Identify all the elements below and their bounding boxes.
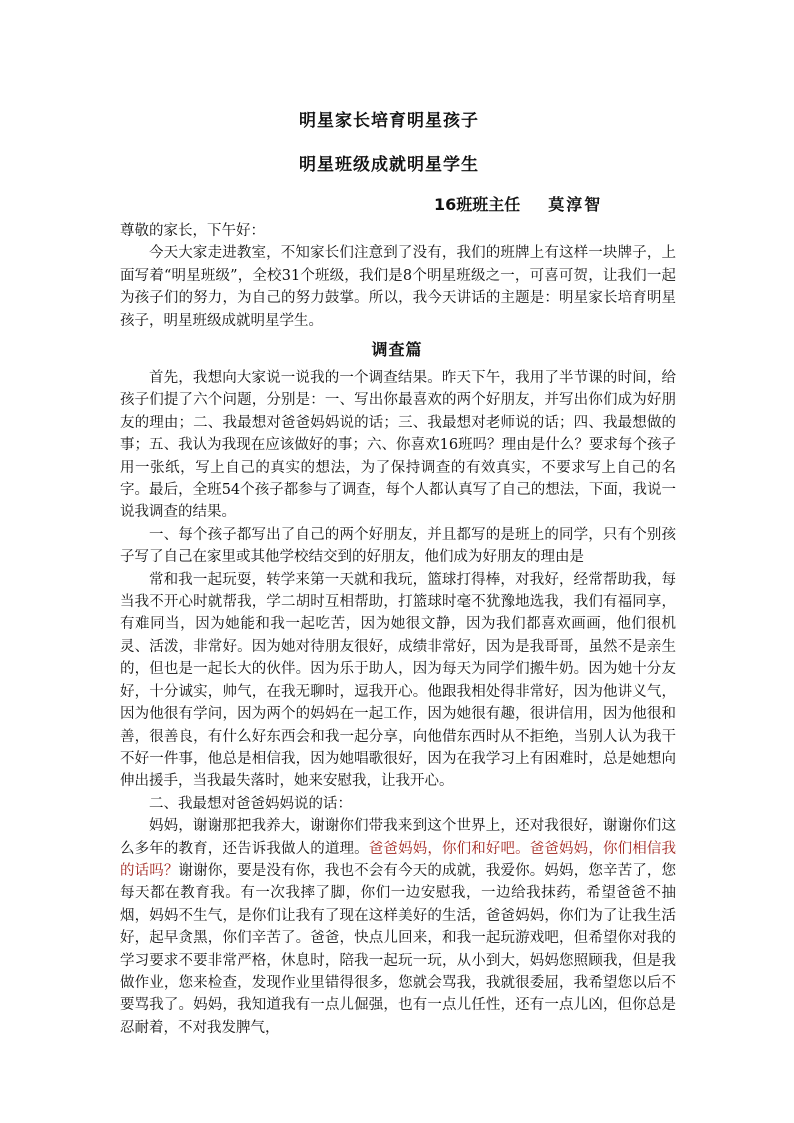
author-role: 16班班主任 (434, 195, 521, 214)
point-2-heading: 二、我最想对爸爸妈妈说的话： (149, 795, 352, 812)
intro-paragraph: 今天大家走进教室，不知家长们注意到了没有，我们的班牌上有这样一块牌子，上面写着“明星班级”，全校31个班级，我们是8个明星班级之一，可喜可贺，让我们一起为孩子们的努力，为自己的努力鼓掌。所以，我今天讲话的主题是：明星家长培育明星孩子，明星班级成就明星学生。 (120, 245, 676, 329)
point-1-paragraph: 一、每个孩子都写出了自己的两个好朋友，并且都写的是班上的同学，只有个别孩子写了自己在家里或其他学校结交到的好朋友，他们成为好朋友的理由是 (120, 526, 676, 566)
reasons-paragraph: 常和我一起玩耍，转学来第一天就和我玩，篮球打得棒，对我好，经常帮助我，每当我不开心时就帮我，学二胡时互相帮助，打篮球时毫不犹豫地选我，我们有福同享，有难同当，因为她能和我一起吃苦，因为她很文静，因为我们都喜欢画画，他们很机灵、活泼，非常好。因为她对待朋友很好，成绩非常好，因为是我哥哥，虽然不是亲生的，但也是一起长大的伙伴。因为乐于助人，因为每天为同学们搬牛奶。因为她十分友好，十分诚实，帅气，在我无聊时，逗我开心。他跟我相处得非常好，因为他讲义气，因为他很有学问，因为两个的妈妈在一起工作，因为她很有趣，很讲信用，因为他很和善，很善良，有什么好东西会和我一起分享，向他借东西时从不拒绝，当别人认为我干不好一件事，他总是相信我，因为她唱歌很好，因为在我学习上有困难时，总是她想向伸出援手，当我最失落时，她来安慰我，让我开心。 (120, 571, 676, 790)
author-name: 莫淳智 (548, 195, 603, 214)
section-heading: 调查篇 (371, 340, 423, 359)
parents-text-highlight: 爸爸妈妈，你们和好吧。爸爸妈妈，你们相信我的话吗？ (120, 840, 676, 879)
document-subtitle: 明星班级成就明星学生 (299, 155, 479, 175)
parents-text-before: 妈妈，谢谢那把我养大，谢谢你们带我来到这个世界上，还对我很好，谢谢你们这么多年的教育，还告诉我做人的道理。 (120, 818, 676, 857)
intro-block (120, 220, 676, 332)
survey-block (120, 367, 676, 1039)
author-line (434, 192, 602, 215)
parents-text-after: 谢谢你，要是没有你，我也不会有今天的成就，我爱你。妈妈，您辛苦了，您每天都在教育我。有一次我摔了脚，你们一边安慰我，一边给我抹药，希望爸爸不抽烟，妈妈不生气，是你们让我有了现在这样美好的生活，爸爸妈妈，你们为了让我生活好，起早贪黑，你们辛苦了。爸爸，快点儿回来，和我一起玩游戏吧，但希望你对我的学习要求不要非常严格，休息时，陪我一起玩一玩，从小到大，妈妈您照顾我，但是我做作业，您来检查，发现作业里错得很多，您就会骂我，我就很委屈，我希望您以后不要骂我了。妈妈，我知道我有一点儿倔强，也有一点儿任性，还有一点儿凶，但你总是忍耐着，不对我发脾气， (120, 862, 677, 1036)
survey-paragraph: 首先，我想向大家说一说我的一个调查结果。昨天下午，我用了半节课的时间，给孩子们提了六个问题，分别是：一、写出你最喜欢的两个好朋友，并写出你们成为好朋友的理由；二、我最想对爸爸妈妈说的话；三、我最想对老师说的话；四、我最想做的事；五、我认为我现在应该做好的事；六、你喜欢16班吗？理由是什么？要求每个孩子用一张纸，写上自己的真实的想法，为了保持调查的有效真实，不要求写上自己的名字。最后，全班54个孩子都参与了调查，每个人都认真写了自己的想法，下面，我说一说我调查的结果。 (120, 370, 676, 521)
greeting: 尊敬的家长，下午好： (120, 223, 265, 239)
document-title: 明星家长培育明星孩子 (299, 111, 479, 131)
parents-paragraph (120, 815, 676, 1039)
